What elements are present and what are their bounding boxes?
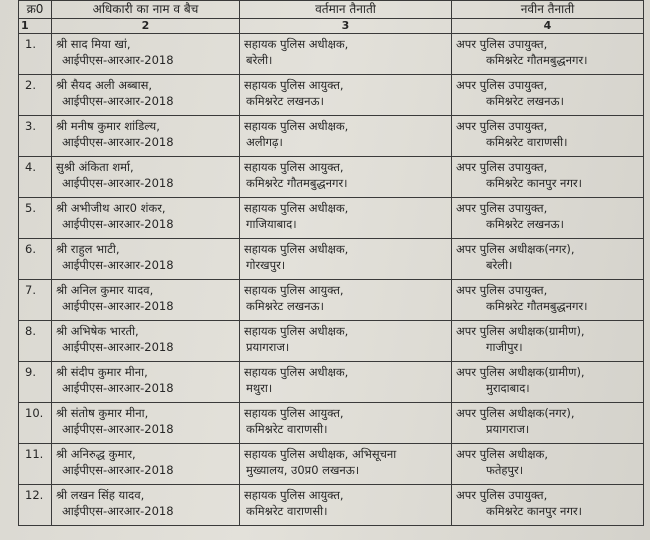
table-row [19,198,644,239]
serial-number-text: 2. [25,78,36,92]
column-number: 4 [452,19,644,34]
current-posting-line1: सहायक पुलिस अधीक्षक, [244,201,349,215]
officer-name: श्री सैयद अली अब्बास, [56,78,153,92]
header-new-posting: नवीन तैनाती [452,1,644,19]
officer-name: श्री संतोष कुमार मीना, [56,406,149,420]
officer-batch: आईपीएस-आरआर-2018 [62,463,174,477]
officer-cell [52,157,240,198]
serial-number-text: 1. [25,37,36,51]
officer-cell [52,403,240,444]
new-posting-line1: अपर पुलिस अधीक्षक(नगर), [456,406,575,420]
new-posting-cell [452,444,644,485]
officer-batch: आईपीएस-आरआर-2018 [62,381,174,395]
new-posting-cell [452,75,644,116]
officer-batch: आईपीएस-आरआर-2018 [62,94,174,108]
serial-number-text: 9. [25,365,36,379]
column-number: 2 [52,19,240,34]
new-posting-line2: बरेली। [486,258,513,272]
serial-number [19,34,52,75]
header-current-posting: वर्तमान तैनाती [240,1,452,19]
serial-number-text: 3. [25,119,36,133]
current-posting-cell [240,485,452,526]
officer-name: श्री अनिल कुमार यादव, [56,283,154,297]
new-posting-line1: अपर पुलिस उपायुक्त, [456,488,548,502]
serial-number [19,280,52,321]
new-posting-line1: अपर पुलिस अधीक्षक, [456,447,548,461]
current-posting-line2: कमिश्नरेट वाराणसी। [246,504,328,518]
officer-name: श्री लखन सिंह यादव, [56,488,145,502]
new-posting-line1: अपर पुलिस उपायुक्त, [456,160,548,174]
serial-number-text: 6. [25,242,36,256]
officer-name: सुश्री अंकिता शर्मा, [56,160,134,174]
current-posting-line2: मथुरा। [246,381,273,395]
table-row [19,34,644,75]
column-number: 3 [240,19,452,34]
serial-number-text: 7. [25,283,36,297]
serial-number [19,403,52,444]
officer-name: श्री अभीजीथ आर0 शंकर, [56,201,166,215]
new-posting-line1: अपर पुलिस अधीक्षक(ग्रामीण), [456,324,585,338]
officer-name: श्री साद मिया खां, [56,37,131,51]
table-row [19,321,644,362]
transfer-table [18,0,644,526]
current-posting-cell [240,280,452,321]
table-body [19,34,644,526]
officer-batch: आईपीएस-आरआर-2018 [62,340,174,354]
serial-number-text: 4. [25,160,36,174]
table-row [19,116,644,157]
current-posting-cell [240,157,452,198]
officer-name: श्री अभिषेक भारती, [56,324,139,338]
officer-name: श्री संदीप कुमार मीना, [56,365,148,379]
officer-cell [52,198,240,239]
current-posting-cell [240,34,452,75]
new-posting-line2: कमिश्नरेट गौतमबुद्धनगर। [486,299,588,313]
serial-number [19,239,52,280]
new-posting-cell [452,116,644,157]
officer-cell [52,116,240,157]
officer-cell [52,280,240,321]
current-posting-line1: सहायक पुलिस अधीक्षक, [244,119,349,133]
current-posting-line1: सहायक पुलिस अधीक्षक, अभिसूचना [244,447,397,461]
new-posting-cell [452,362,644,403]
table-row [19,157,644,198]
officer-cell [52,34,240,75]
header-serial: क्र0 [19,1,52,19]
serial-number-text: 12. [25,488,44,502]
officer-batch: आईपीएस-आरआर-2018 [62,176,174,190]
current-posting-line1: सहायक पुलिस अधीक्षक, [244,37,349,51]
new-posting-line2: कमिश्नरेट लखनऊ। [486,217,564,231]
current-posting-line2: बरेली। [246,53,273,67]
new-posting-cell [452,403,644,444]
new-posting-cell [452,239,644,280]
current-posting-line2: मुख्यालय, उ0प्र0 लखनऊ। [246,463,360,477]
new-posting-line2: कमिश्नरेट लखनऊ। [486,94,564,108]
new-posting-cell [452,34,644,75]
table-row [19,485,644,526]
new-posting-line1: अपर पुलिस उपायुक्त, [456,283,548,297]
current-posting-line1: सहायक पुलिस अधीक्षक, [244,365,349,379]
current-posting-line2: प्रयागराज। [246,340,290,354]
column-number-row [19,19,644,34]
serial-number [19,198,52,239]
current-posting-line2: कमिश्नरेट वाराणसी। [246,422,328,436]
new-posting-line1: अपर पुलिस उपायुक्त, [456,78,548,92]
serial-number [19,75,52,116]
current-posting-cell [240,362,452,403]
new-posting-line1: अपर पुलिस उपायुक्त, [456,119,548,133]
officer-cell [52,239,240,280]
current-posting-cell [240,239,452,280]
current-posting-cell [240,198,452,239]
table-row [19,75,644,116]
table-row [19,362,644,403]
current-posting-line2: कमिश्नरेट लखनऊ। [246,299,324,313]
new-posting-cell [452,321,644,362]
current-posting-line1: सहायक पुलिस आयुक्त, [244,78,344,92]
current-posting-line2: अलीगढ़। [246,135,283,149]
new-posting-cell [452,485,644,526]
officer-cell [52,75,240,116]
officer-batch: आईपीएस-आरआर-2018 [62,504,174,518]
serial-number-text: 8. [25,324,36,338]
serial-number [19,485,52,526]
serial-number-text: 10. [25,406,44,420]
officer-cell [52,321,240,362]
officer-batch: आईपीएस-आरआर-2018 [62,53,174,67]
table-row [19,280,644,321]
officer-name: श्री राहुल भाटी, [56,242,120,256]
current-posting-cell [240,444,452,485]
table-row [19,444,644,485]
officer-cell [52,362,240,403]
new-posting-line1: अपर पुलिस उपायुक्त, [456,37,548,51]
new-posting-line1: अपर पुलिस उपायुक्त, [456,201,548,215]
serial-number [19,321,52,362]
current-posting-cell [240,75,452,116]
new-posting-line2: गाजीपुर। [486,340,523,354]
new-posting-cell [452,157,644,198]
officer-name: श्री मनीष कुमार शांडिल्य, [56,119,160,133]
header-row [19,1,644,19]
officer-batch: आईपीएस-आरआर-2018 [62,217,174,231]
current-posting-line1: सहायक पुलिस आयुक्त, [244,488,344,502]
current-posting-line2: गाजियाबाद। [246,217,297,231]
officer-batch: आईपीएस-आरआर-2018 [62,299,174,313]
new-posting-line2: फतेहपुर। [486,463,524,477]
officer-name: श्री अनिरुद्ध कुमार, [56,447,136,461]
officer-batch: आईपीएस-आरआर-2018 [62,258,174,272]
serial-number [19,116,52,157]
new-posting-cell [452,198,644,239]
current-posting-line1: सहायक पुलिस आयुक्त, [244,283,344,297]
current-posting-line2: कमिश्नरेट गौतमबुद्धनगर। [246,176,348,190]
current-posting-line1: सहायक पुलिस अधीक्षक, [244,324,349,338]
serial-number [19,157,52,198]
officer-cell [52,444,240,485]
current-posting-line1: सहायक पुलिस अधीक्षक, [244,242,349,256]
header-name: अधिकारी का नाम व बैच [52,1,240,19]
serial-number [19,362,52,403]
new-posting-line2: कमिश्नरेट कानपुर नगर। [486,176,582,190]
new-posting-line1: अपर पुलिस अधीक्षक(नगर), [456,242,575,256]
current-posting-line2: गोरखपुर। [246,258,286,272]
officer-batch: आईपीएस-आरआर-2018 [62,422,174,436]
new-posting-line2: मुरादाबाद। [486,381,530,395]
serial-number [19,444,52,485]
table-row [19,403,644,444]
current-posting-line1: सहायक पुलिस आयुक्त, [244,406,344,420]
new-posting-cell [452,280,644,321]
current-posting-cell [240,403,452,444]
officer-cell [52,485,240,526]
table-row [19,239,644,280]
current-posting-cell [240,321,452,362]
officer-batch: आईपीएस-आरआर-2018 [62,135,174,149]
serial-number-text: 11. [25,447,44,461]
current-posting-line2: कमिश्नरेट लखनऊ। [246,94,324,108]
new-posting-line2: प्रयागराज। [486,422,530,436]
new-posting-line2: कमिश्नरेट वाराणसी। [486,135,568,149]
current-posting-line1: सहायक पुलिस आयुक्त, [244,160,344,174]
current-posting-cell [240,116,452,157]
new-posting-line2: कमिश्नरेट कानपुर नगर। [486,504,582,518]
new-posting-line2: कमिश्नरेट गौतमबुद्धनगर। [486,53,588,67]
column-number: 1 [19,19,52,34]
serial-number-text: 5. [25,201,36,215]
new-posting-line1: अपर पुलिस अधीक्षक(ग्रामीण), [456,365,585,379]
